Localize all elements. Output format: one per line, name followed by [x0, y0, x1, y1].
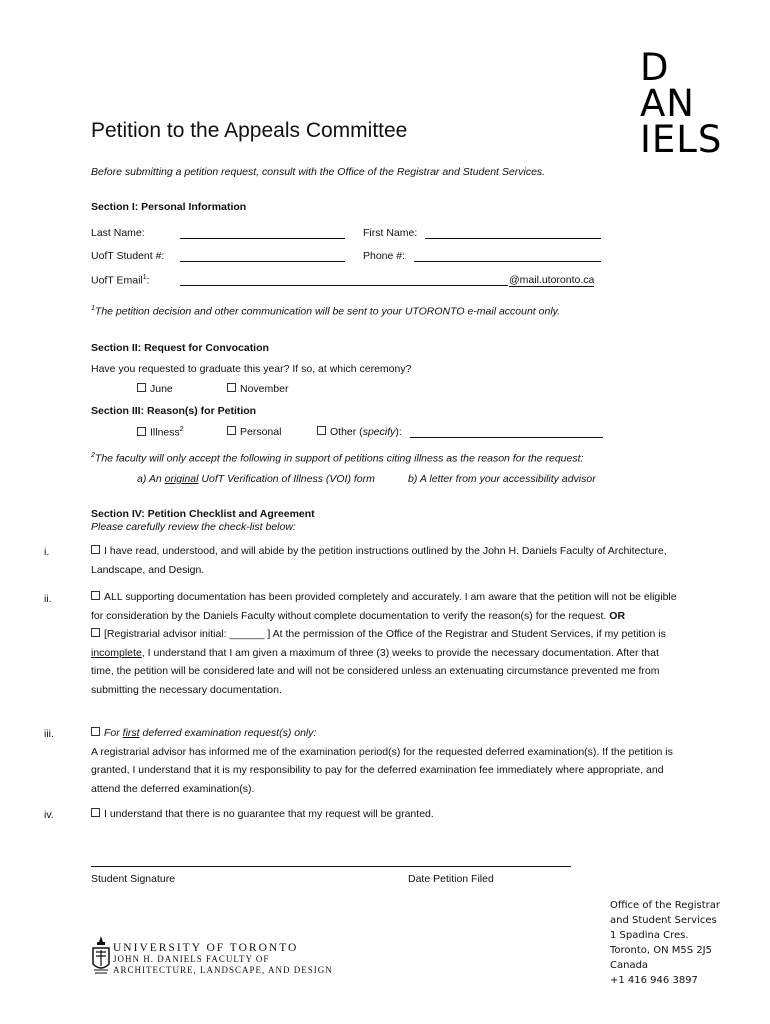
student-number-field[interactable] [180, 251, 345, 262]
email-domain: @mail.utoronto.ca [509, 274, 595, 286]
section3-heading: Section III: Reason(s) for Petition [91, 405, 257, 417]
june-checkbox[interactable] [137, 383, 146, 392]
illness-checkbox[interactable] [137, 427, 146, 436]
illness-option-a: a) An original UofT Verification of Illness (VOI) form [137, 473, 375, 485]
option-other[interactable]: Other (specify): [317, 426, 402, 438]
section1-heading: Section I: Personal Information [91, 201, 247, 213]
footnote-1: $^1$The petition decision and other communication will be sent to your UTORONTO e-mail account only. [91, 305, 561, 318]
last-name-field[interactable] [180, 228, 345, 239]
illness-option-b: b) A letter from your accessibility advisor [408, 473, 596, 485]
option-november[interactable]: November [227, 383, 288, 395]
email-field[interactable] [180, 275, 508, 286]
section2-heading: Section II: Request for Convocation [91, 342, 269, 354]
email-label: UofT Email$^1$: [91, 274, 150, 287]
item-2-checkbox[interactable] [91, 591, 100, 600]
item-numeral-3: iii. [44, 728, 54, 740]
option-june[interactable]: June [137, 383, 173, 395]
checklist-item-4: I understand that there is no guarantee that my request will be granted. [91, 805, 681, 824]
student-number-label: UofT Student #: [91, 250, 165, 262]
option-personal[interactable]: Personal [227, 426, 281, 438]
section4-heading: Section IV: Petition Checklist and Agreement [91, 508, 315, 520]
intro-text: Before submitting a petition request, consult with the Office of the Registrar and Student Services. [91, 166, 546, 178]
personal-checkbox[interactable] [227, 426, 236, 435]
item-1-checkbox[interactable] [91, 545, 100, 554]
other-checkbox[interactable] [317, 426, 326, 435]
item-4-checkbox[interactable] [91, 808, 100, 817]
date-filed-label: Date Petition Filed [408, 873, 494, 885]
student-signature-label: Student Signature [91, 873, 176, 885]
office-address: Office of the Registrar and Student Services 1 Spadina Cres. Toronto, ON M5S 2J5 Canada +1 416 946 3897 [610, 900, 721, 986]
first-name-field[interactable] [425, 228, 601, 239]
checklist-item-2: ALL supporting documentation has been provided completely and accurately. I am aware that the petition will not be eligible for consideration by the Daniels Faculty without complete documentation to verify the reason(s) for the request. OR [Registrarial advisor initial: ______ ] At the permission of the Office of the Registrar and Student Services, if my petition is incomplete, I understand that I am given a maximum of three (3) weeks to provide the necessary documentation. After that time, the petition will be considered late and will not be considered unless an extenuating circumstance prevented me from submitting the necessary documentation. [91, 591, 677, 696]
logo-line-2: AN [640, 82, 695, 125]
other-reason-field[interactable] [410, 427, 603, 438]
item-numeral-2: ii. [44, 593, 52, 605]
page-title: Petition to the Appeals Committee [91, 119, 408, 142]
logo-line-3: IELS [640, 118, 723, 161]
daniels-logo [640, 46, 723, 161]
convocation-question: Have you requested to graduate this year? If so, at which ceremony? [91, 363, 412, 375]
phone-field[interactable] [414, 251, 601, 262]
signature-line[interactable] [91, 866, 571, 867]
logo-line-1: D [640, 46, 670, 89]
november-checkbox[interactable] [227, 383, 236, 392]
uoft-crest-icon [91, 934, 111, 981]
footnote-2: $^2$The faculty will only accept the following in support of petitions citing illness as the reason for the request: [91, 452, 584, 465]
last-name-label: Last Name: [91, 227, 145, 239]
checklist-item-1: I have read, understood, and will abide by the petition instructions outlined by the John H. Daniels Faculty of Architecture, Landscape, and Design. [91, 545, 667, 576]
phone-label: Phone #: [363, 250, 406, 262]
item-3-checkbox[interactable] [91, 727, 100, 736]
checklist-item-3: For first deferred examination request(s) only: A registrarial advisor has informed me of the examination period(s) for the requested deferred examination(s). If the petition is granted, I understand that it is my responsibility to pay for the deferred examination fee immediately where appropriate, and attend the deferred examination(s). [91, 727, 673, 795]
uoft-wordmark: UNIVERSITY OF TORONTO JOHN H. DANIELS FACULTY OF ARCHITECTURE, LANDSCAPE, AND DESIGN [113, 942, 333, 975]
item-2-alt-checkbox[interactable] [91, 628, 100, 637]
first-name-label: First Name: [363, 227, 418, 239]
item-numeral-4: iv. [44, 809, 54, 821]
section4-subheading: Please carefully review the check-list below: [91, 521, 296, 533]
item-numeral-1: i. [44, 546, 50, 558]
option-illness[interactable]: Illness$^2$ [137, 426, 184, 439]
